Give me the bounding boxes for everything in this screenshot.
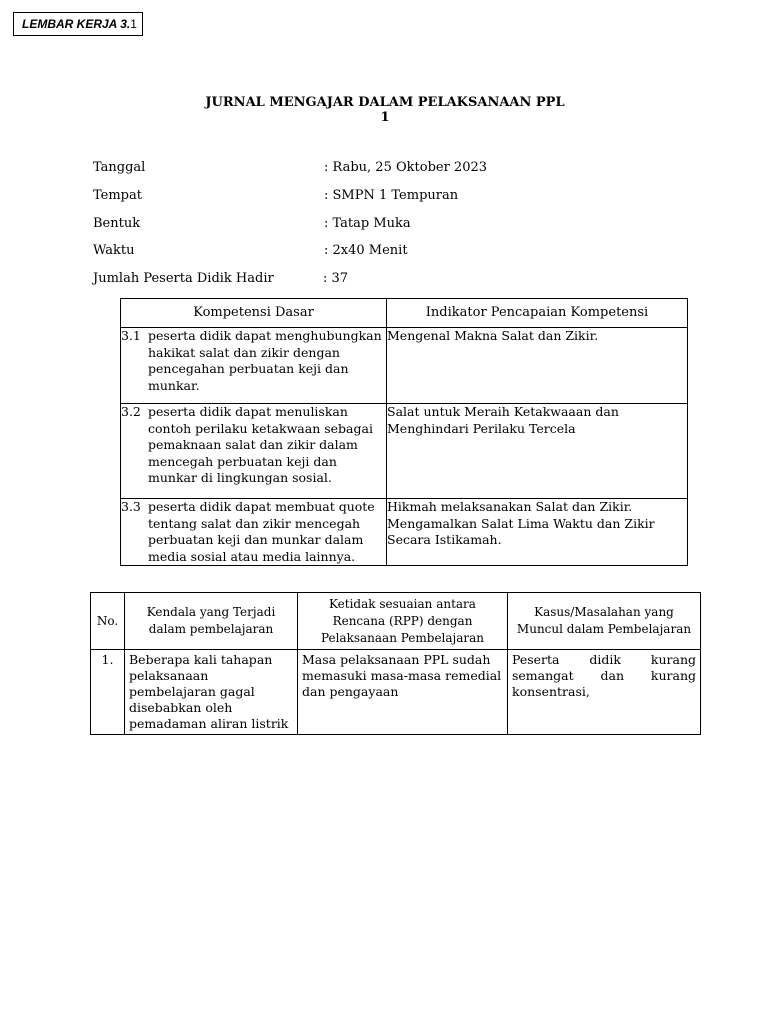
table-row <box>91 650 701 735</box>
info-label: Jumlah Peserta Didik Hadir <box>93 271 274 286</box>
table-header-row <box>91 593 701 650</box>
kd-text: peserta didik dapat menuliskan contoh perilaku ketakwaan sebagai pemaknaan salat dan zikir dalam mencegah perbuatan keji dan munkar di lingkungan sosial. <box>148 404 373 485</box>
column-header-kendala: Kendala yang Terjadi dalam pembelajaran <box>125 593 298 650</box>
kd-cell <box>121 499 387 566</box>
column-header-kasus: Kasus/Masalahan yang Muncul dalam Pembelajaran <box>508 593 701 650</box>
kd-text: peserta didik dapat membuat quote tentang salat dan zikir mencegah perbuatan keji dan munkar dalam media sosial atau media lainnya. <box>148 499 375 564</box>
info-value: : SMPN 1 Tempuran <box>324 188 459 203</box>
info-value: : Rabu, 25 Oktober 2023 <box>324 160 488 175</box>
ketidaksesuaian-cell: Masa pelaksanaan PPL sudah memasuki masa-masa remedial dan pengayaan <box>298 650 508 735</box>
kasus-cell: Peserta didik kurang semangat dan kurang konsentrasi, <box>508 650 701 735</box>
table-row <box>121 328 688 404</box>
table-row <box>121 404 688 499</box>
kd-number: 3.1 <box>121 328 141 343</box>
kendala-cell: Beberapa kali tahapan pelaksanaan pembelajaran gagal disebabkan oleh pemadaman aliran listrik <box>125 650 298 735</box>
indicator-cell: Salat untuk Meraih Ketakwaaan dan Menghindari Perilaku Tercela <box>387 404 688 499</box>
info-value: : Tatap Muka <box>324 216 411 231</box>
info-value: : 2x40 Menit <box>324 243 408 258</box>
info-label: Waktu <box>93 243 135 258</box>
kd-number: 3.3 <box>121 499 141 514</box>
table-row <box>121 499 688 566</box>
title-line-2: 1 <box>380 110 390 125</box>
kd-text: peserta didik dapat menghubungkan hakikat salat dan zikir dengan pencegahan perbuatan keji dan munkar. <box>148 328 382 393</box>
worksheet-label <box>13 12 143 36</box>
issues-table <box>90 592 701 735</box>
column-header: Indikator Pencapaian Kompetensi <box>387 299 688 328</box>
column-header: Kompetensi Dasar <box>121 299 387 328</box>
kd-cell <box>121 404 387 499</box>
indicator-cell: Hikmah melaksanakan Salat dan Zikir. Mengamalkan Salat Lima Waktu dan Zikir Secara Istikamah. <box>387 499 688 566</box>
info-label: Bentuk <box>93 216 141 231</box>
info-label: Tanggal <box>93 160 146 175</box>
worksheet-label-text: LEMBAR KERJA 3. <box>22 17 131 31</box>
column-header-no: No. <box>91 593 125 650</box>
worksheet-label-number: 1 <box>130 17 137 31</box>
kd-cell <box>121 328 387 404</box>
info-label: Tempat <box>93 188 142 203</box>
row-number: 1. <box>91 650 125 735</box>
info-value: : 37 <box>323 271 349 286</box>
kd-number: 3.2 <box>121 404 141 419</box>
indicator-cell: Mengenal Makna Salat dan Zikir. <box>387 328 688 404</box>
competency-table <box>120 298 688 566</box>
column-header-ketidaksesuaian: Ketidak sesuaian antara Rencana (RPP) dengan Pelaksanaan Pembelajaran <box>298 593 508 650</box>
table-header-row <box>121 299 688 328</box>
title-line-1: JURNAL MENGAJAR DALAM PELAKSANAAN PPL <box>205 95 565 110</box>
page-title <box>150 95 620 125</box>
